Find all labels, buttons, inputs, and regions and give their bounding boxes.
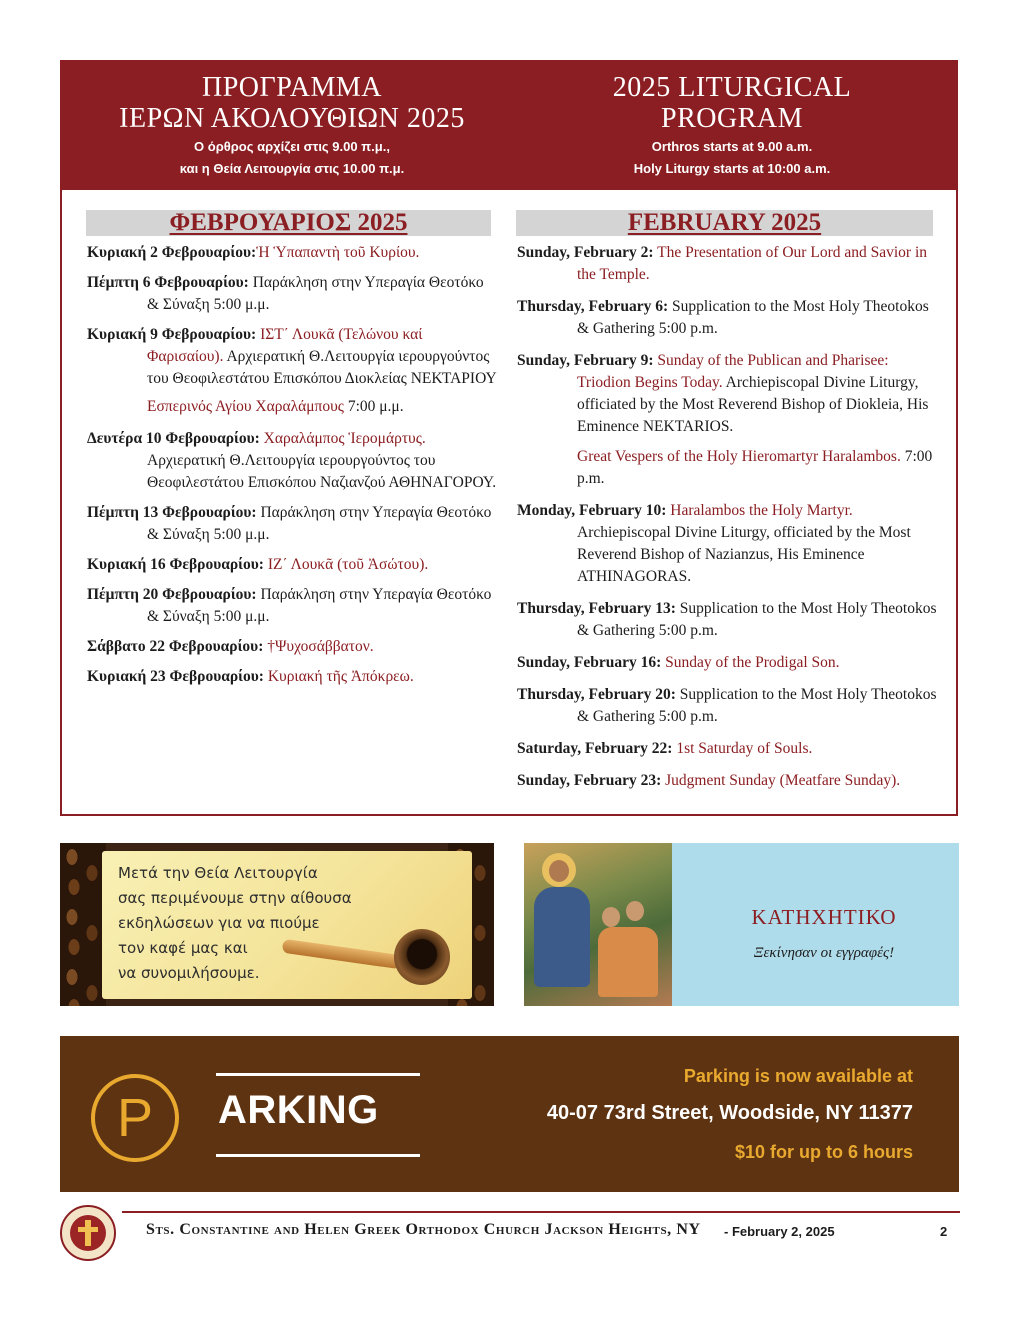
list-item [517, 738, 939, 760]
children-robes-image [598, 927, 658, 997]
english-schedule-list [517, 242, 939, 802]
parking-p-icon [91, 1074, 179, 1162]
english-title-line2: PROGRAM [661, 103, 803, 134]
entry-date: Monday, February 10: [517, 502, 667, 519]
greek-title-line2: ΙΕΡΩΝ ΑΚΟΛΟΥΘΙΩΝ 2025 [119, 103, 465, 134]
list-item [87, 324, 497, 390]
divider [216, 1073, 420, 1076]
entry-date: Thursday, February 20: [517, 686, 676, 703]
coffee-hour-banner [60, 843, 494, 1006]
english-month-label: FEBRUARY 2025 [627, 209, 822, 236]
entry-detail: Παράκληση στην Υπεραγία Θεοτόκο & Σύναξη 5:00 μ.μ. [147, 586, 492, 625]
vespers-time: 7:00 p.m. [577, 448, 933, 487]
entry-date: Κυριακή 9 Φεβρουαρίου: [87, 326, 257, 343]
greek-title-line1: ΠΡΟΓΡΑΜΜΑ [202, 72, 382, 103]
coffee-line: εκδηλώσεων για να πιούμε [118, 914, 320, 932]
list-item [517, 770, 939, 792]
english-header [522, 72, 942, 180]
list-item [87, 272, 497, 316]
coffee-line: Μετά την Θεία Λειτουργία [118, 864, 318, 882]
liturgical-program-box [60, 60, 958, 816]
entry-feast: ΙΣΤ΄ Λουκᾶ (Τελώνου καί Φαρισαίου). [147, 326, 423, 365]
entry-feast: The Presentation of Our Lord and Savior in the Temple. [577, 244, 928, 283]
entry-feast: Sunday of the Prodigal Son. [661, 654, 840, 671]
parking-word: ARKING [218, 1088, 379, 1132]
list-item [87, 584, 497, 628]
greek-subtitle-line2: και η Θεία Λειτουργία στις 10.00 π.μ. [179, 161, 405, 176]
vespers-feast: Great Vespers of the Holy Hieromartyr Haralambos. [577, 448, 901, 465]
entry-date: Σάββατο 22 Φεβρουαρίου: [87, 638, 264, 655]
parking-availability: Parking is now available at [683, 1066, 913, 1086]
greek-header [82, 72, 502, 180]
list-item [87, 242, 497, 264]
page-number: 2 [940, 1224, 948, 1239]
coffee-line: να συνομιλήσουμε. [118, 964, 260, 982]
english-subtitle-line2: Holy Liturgy starts at 10:00 a.m. [633, 161, 831, 176]
parking-banner [60, 1036, 959, 1192]
parking-p-letter: P [116, 1088, 154, 1148]
catechism-title: ΚΑΤΗΧΗΤΙΚΟ [751, 905, 897, 929]
cross-icon [85, 1220, 91, 1246]
entry-feast: Ἡ Ὑπαπαντὴ τοῦ Κυρίου. [256, 244, 420, 261]
english-subtitle-line1: Orthros starts at 9.00 a.m. [651, 139, 813, 154]
list-item [517, 296, 939, 340]
entry-feast: Judgment Sunday (Meatfare Sunday). [661, 772, 901, 789]
coffee-line: τον καφέ μας και [118, 939, 248, 957]
entry-detail: Archiepiscopal Divine Liturgy, officiated by the Most Reverend Bishop of Diokleia, His Eminence NEKTARIOS. [577, 374, 929, 435]
english-month-heading [516, 210, 933, 236]
entry-detail: Supplication to the Most Holy Theotokos & Gathering 5:00 p.m. [577, 298, 929, 337]
entry-detail: Αρχιερατική Θ.Λειτουργία ιερουργούντος του Θεοφιλεστάτου Επισκόπου Ναζιανζού ΑΘΗΝΑΓΟΡΟΥ. [147, 452, 497, 491]
list-item [517, 500, 939, 588]
entry-date: Κυριακή 23 Φεβρουαρίου: [87, 668, 264, 685]
catechism-subtitle: Ξεκίνησαν οι εγγραφές! [753, 945, 895, 961]
entry-date: Saturday, February 22: [517, 740, 673, 757]
church-seal-logo [60, 1205, 116, 1261]
greek-month-label: ΦΕΒΡΟΥΑΡΙΟΣ 2025 [169, 209, 408, 236]
entry-date: Πέμπτη 20 Φεβρουαρίου: [87, 586, 257, 603]
entry-date: Sunday, February 9: [517, 352, 654, 369]
child-face-image [602, 907, 620, 927]
entry-detail: Supplication to the Most Holy Theotokos & Gathering 5:00 p.m. [577, 686, 937, 725]
entry-feast: Χαραλάμπος Ἱερομάρτυς. [259, 430, 426, 447]
list-item [517, 652, 939, 674]
entry-detail: Παράκληση στην Υπεραγία Θεοτόκο & Σύναξη 5:00 μ.μ. [147, 274, 484, 313]
entry-detail: Αρχιερατική Θ.Λειτουργία ιερουργούντος του Θεοφιλεστάτου Επισκόπου Διοκλείας ΝΕΚΤΑΡΙΟΥ [147, 348, 497, 387]
entry-feast: Haralambos the Holy Martyr. [666, 502, 853, 519]
vespers-time: 7:00 μ.μ. [343, 398, 404, 415]
entry-feast: Sunday of the Publican and Pharisee: Triodion Begins Today. [577, 352, 889, 391]
entry-feast: ΙΖ΄ Λουκᾶ (τοῦ Ἀσώτου). [263, 556, 429, 573]
entry-detail: Archiepiscopal Divine Liturgy, officiated by the Most Reverend Bishop of Nazianzus, His Eminence ATHINAGORAS. [577, 524, 911, 585]
program-header [62, 62, 956, 190]
divider [216, 1154, 420, 1157]
robe-image [534, 887, 590, 987]
christ-with-children-icon [524, 843, 672, 1006]
footer-church-name: Sts. Constantine and Helen Greek Orthodox Church Jackson Heights, NY [146, 1221, 701, 1238]
entry-date: Δευτέρα 10 Φεβρουαρίου: [87, 430, 260, 447]
list-item [517, 350, 939, 438]
vespers-item [517, 446, 939, 490]
coffee-line: σας περιμένουμε στην αίθουσα [118, 889, 352, 907]
catechism-banner [524, 843, 959, 1006]
coffee-message [118, 861, 398, 986]
entry-date: Πέμπτη 13 Φεβρουαρίου: [87, 504, 257, 521]
entry-date: Πέμπτη 6 Φεβρουαρίου: [87, 274, 249, 291]
entry-date: Sunday, February 2: [517, 244, 654, 261]
vespers-item [87, 396, 497, 418]
vespers-feast: Εσπερινός Αγίου Χαραλάμπους [147, 398, 344, 415]
footer-divider [122, 1211, 960, 1213]
entry-date: Thursday, February 6: [517, 298, 669, 315]
entry-date: Κυριακή 16 Φεβρουαρίου: [87, 556, 264, 573]
entry-detail: Παράκληση στην Υπεραγία Θεοτόκο & Σύναξη 5:00 μ.μ. [147, 504, 492, 543]
entry-feast: Κυριακή τῆς Ἀπόκρεω. [263, 668, 414, 685]
list-item [87, 636, 497, 658]
footer-date: - February 2, 2025 [724, 1224, 835, 1239]
parking-address: 40-07 73rd Street, Woodside, NY 11377 [546, 1102, 913, 1124]
coffee-beans-image [60, 843, 106, 1006]
english-title-line1: 2025 LITURGICAL [612, 72, 852, 103]
entry-date: Sunday, February 23: [517, 772, 662, 789]
list-item [517, 598, 939, 642]
entry-date: Thursday, February 13: [517, 600, 676, 617]
greek-subtitle-line1: Ο όρθρος αρχίζει στις 9.00 π.μ., [194, 139, 390, 154]
child-face-image [626, 901, 644, 921]
face-image [549, 860, 569, 882]
coffee-card [102, 851, 472, 999]
entry-feast: 1st Saturday of Souls. [672, 740, 813, 757]
list-item [517, 684, 939, 728]
entry-feast: †Ψυχοσάββατον. [263, 638, 374, 655]
entry-detail: Supplication to the Most Holy Theotokos & Gathering 5:00 p.m. [577, 600, 937, 639]
list-item [517, 242, 939, 286]
greek-schedule-list [87, 242, 497, 696]
greek-month-heading [86, 210, 491, 236]
list-item [87, 554, 497, 576]
list-item [87, 502, 497, 546]
list-item [87, 666, 497, 688]
entry-date: Sunday, February 16: [517, 654, 662, 671]
list-item [87, 428, 497, 494]
parking-price: $10 for up to 6 hours [734, 1142, 913, 1162]
cross-bar-icon [78, 1227, 98, 1232]
coffee-pot-image [394, 929, 450, 985]
entry-date: Κυριακή 2 Φεβρουαρίου: [87, 244, 257, 261]
